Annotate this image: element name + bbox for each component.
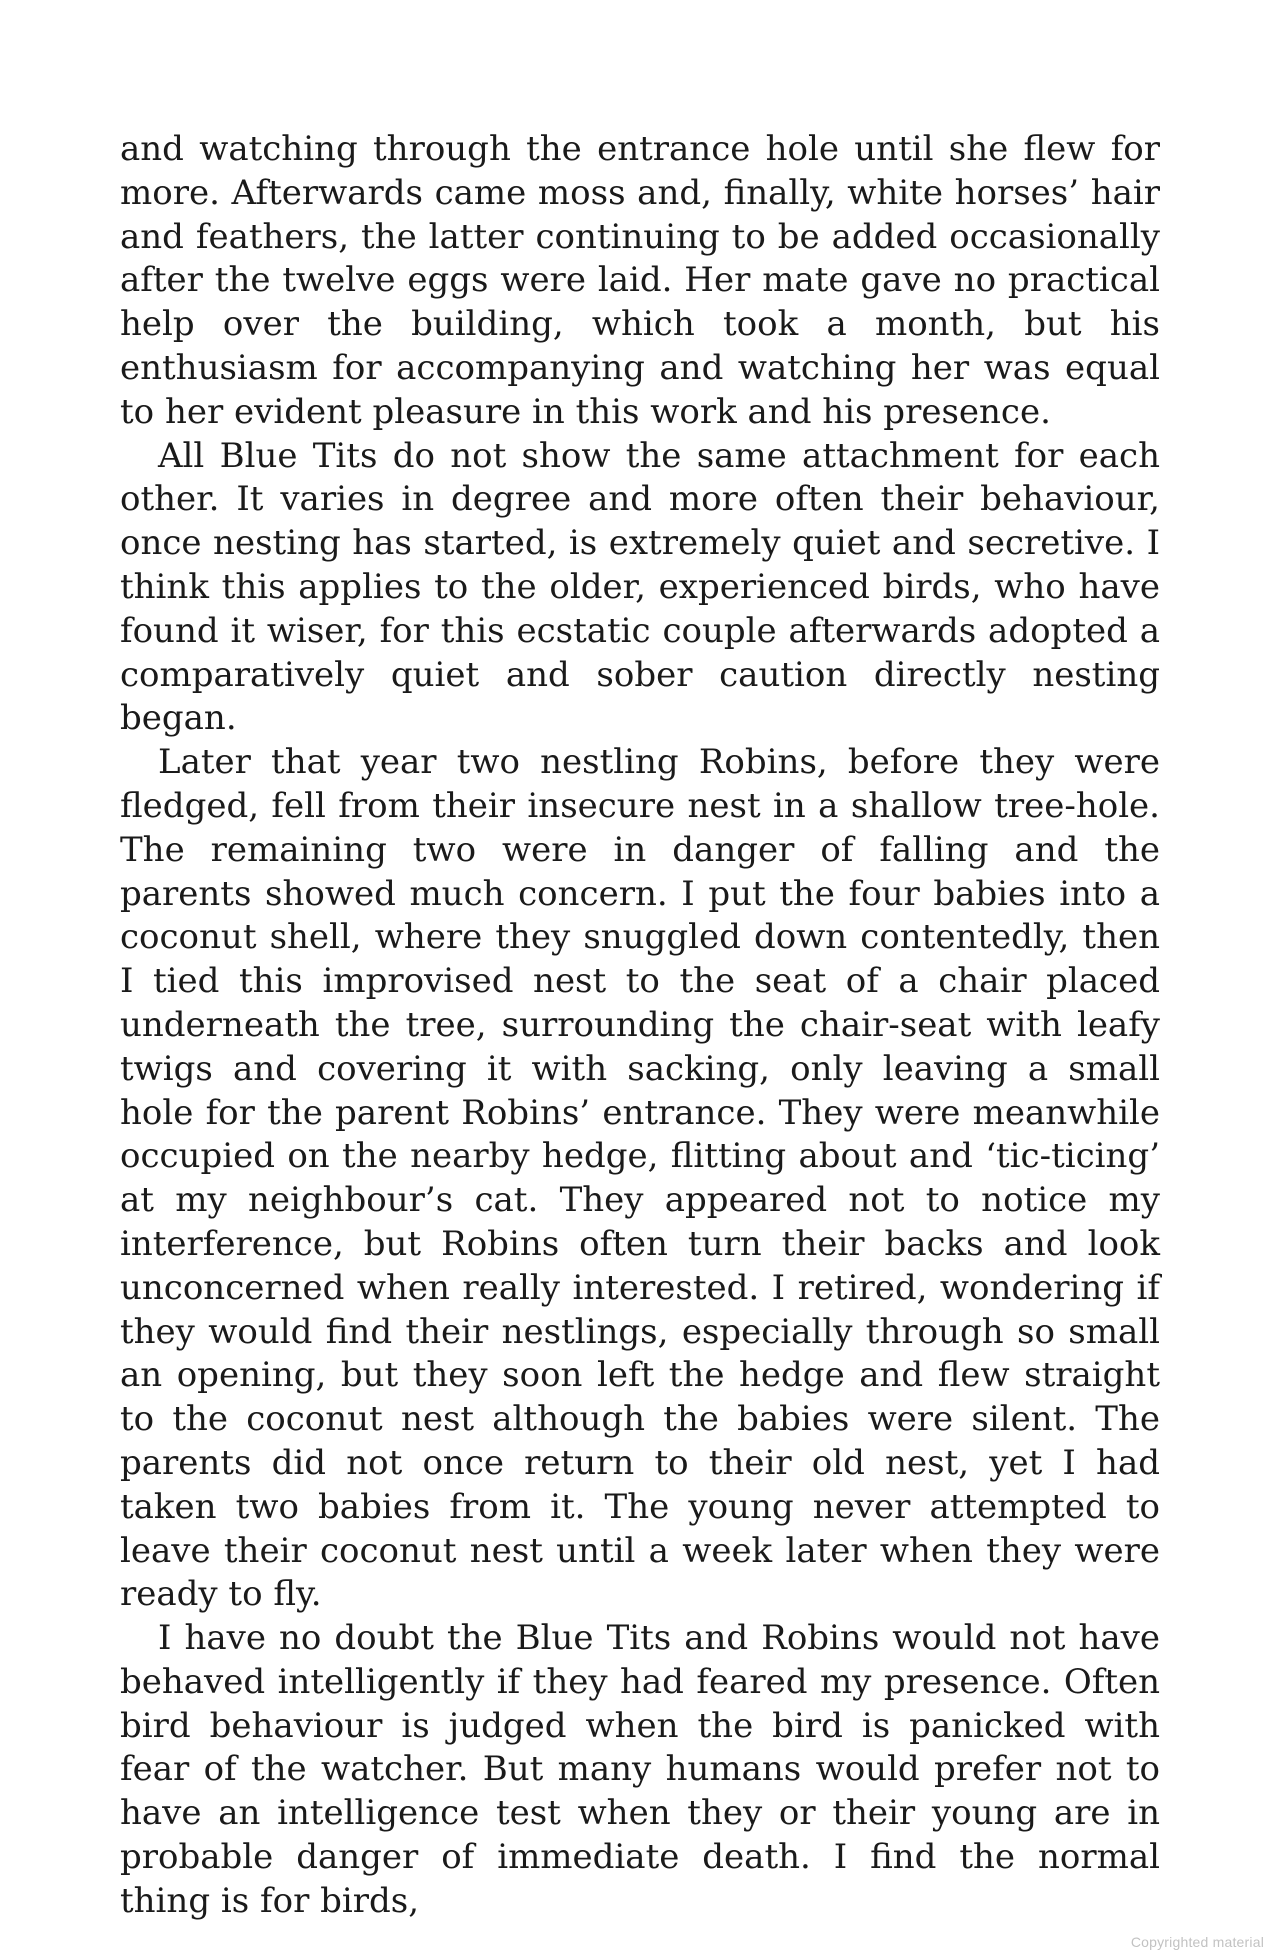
- paragraph-1: and watching through the entrance hole until she flew for more. Afterwards came moss and, finally, white horses’ hair and feathers, the latter continuing to be added occasionally after the twelve eggs were laid. Her mate gave no practical help over the building, which took a month, but his enthusiasm for accompanying and watching her was equal to her evident pleasure in this work and his presence.: [120, 129, 1160, 432]
- paragraph-4: I have no doubt the Blue Tits and Robins would not have behaved intelligently if they had feared my presence. Often bird behaviour is judged when the bird is panicked with fear of the watcher. But many humans would prefer not to have an intelligence test when they or their young are in probable danger of immediate death. I find the normal thing is for birds,: [120, 1618, 1160, 1921]
- paragraph-3: Later that year two nestling Robins, before they were fledged, fell from their insecure nest in a shallow tree-hole. The remaining two were in danger of falling and the parents showed much concern. I put the four babies into a coconut shell, where they snuggled down contentedly, then I tied this improvised nest to the seat of a chair placed underneath the tree, surrounding the chair-seat with leafy twigs and covering it with sacking, only leaving a small hole for the parent Robins’ entrance. They were meanwhile occupied on the nearby hedge, flitting about and ‘tic-ticing’ at my neighbour’s cat. They appeared not to notice my interference, but Robins often turn their backs and look unconcerned when really interested. I retired, wondering if they would find their nestlings, especially through so small an opening, but they soon left the hedge and flew straight to the coconut nest although the babies were silent. The parents did not once return to their old nest, yet I had taken two babies from it. The young never attempted to leave their coconut nest until a week later when they were ready to fly.: [120, 742, 1160, 1615]
- paragraph-2: All Blue Tits do not show the same attachment for each other. It varies in degree and more often their behaviour, once nesting has started, is extremely quiet and secretive. I think this applies to the older, experienced birds, who have found it wiser, for this ecstatic couple afterwards adopted a comparatively quiet and sober caution directly nesting began.: [120, 435, 1160, 739]
- page-body: [120, 128, 1160, 1924]
- copyright-watermark: Copyrighted material: [1130, 1934, 1264, 1950]
